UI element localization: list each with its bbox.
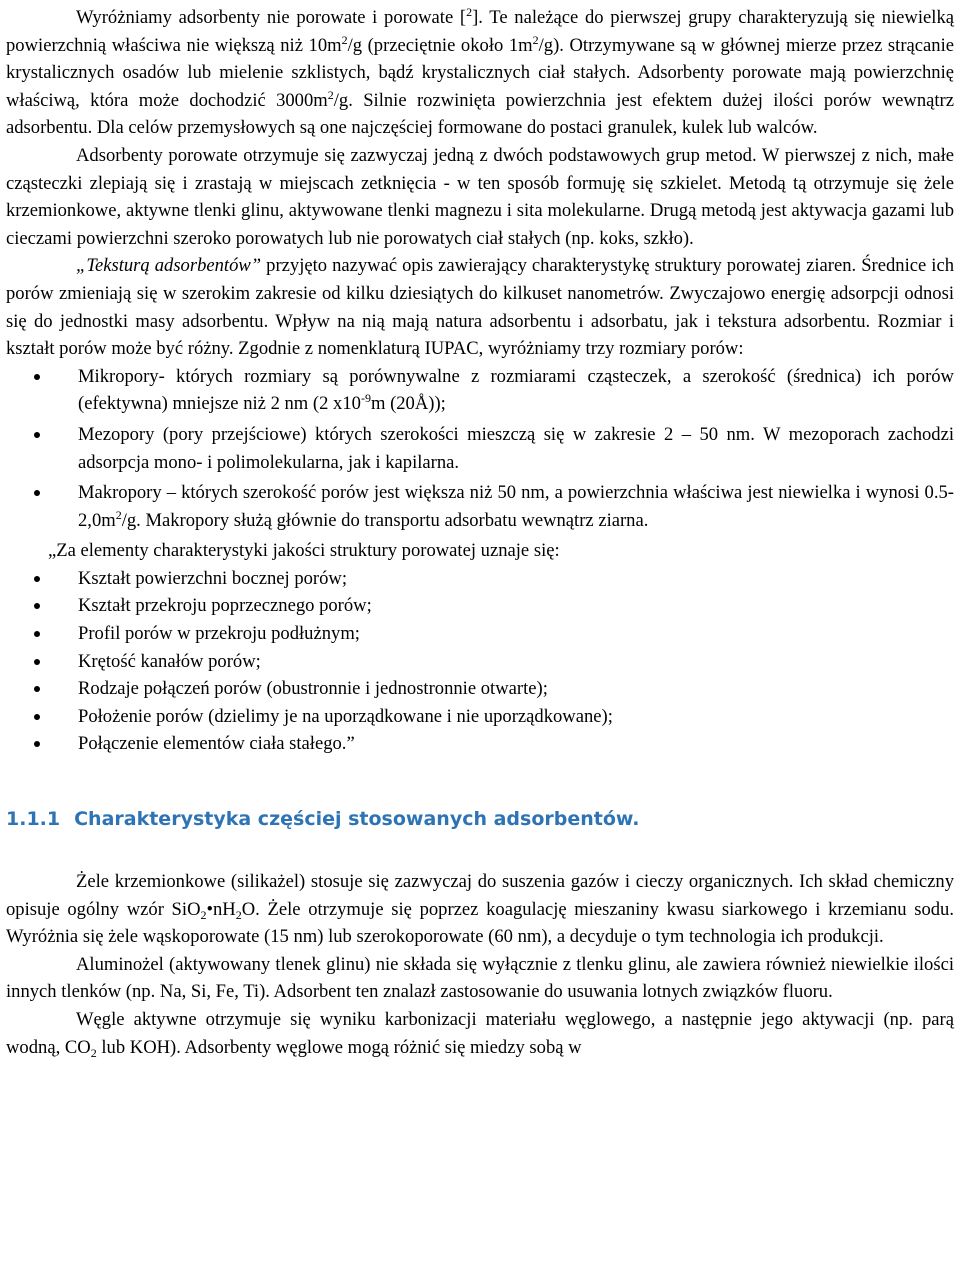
paragraph-adsorbent-types: Wyróżniamy adsorbenty nie porowate i porowate [$^2$]. Te należące do pierwszej grupy charakteryzują się niewielką powierzchnią właściwa nie większą niż $10m^2/g$ (przeciętnie około $1m^2/g$). Otrzymywane są w głównej mierze przez strącanie krystalicznych osadów lub mielenie szklistych, bądź krystalicznych ciał stałych. Adsorbenty porowate mają powierzchnię właściwą, która może dochodzić $3000m^2/g$. Silnie rozwinięta powierzchnia jest efektem dużej ilości porów wewnątrz adsorbentu. Dla celów przemysłowych są one najczęściej formowane do postaci granulek, kulek lub walców. [6, 5, 955, 139]
quality-list-item: Krętość kanałów porów; [6, 648, 954, 676]
paragraph-quality-intro: „Za elementy charakterystyki jakości struktury porowatej uznaje się: [48, 540, 560, 562]
section-heading: 1.1.1 Charakterystyka częściej stosowanych adsorbentów. [6, 808, 640, 831]
list-item-micropores: Mikropory- których rozmiary są porównywalne z rozmiarami cząsteczek, a szerokość (średnica) ich porów (efektywna) mniejsze niż 2 nm (2 $x10^{-9}m$ (20Å)); [6, 363, 954, 418]
paragraph-methods: Adsorbenty porowate otrzymuje się zazwyczaj jedną z dwóch podstawowych grup metod. W pierwszej z nich, małe cząsteczki zlepiają się i zrastają w miejscach zetknięcia - w ten sposób formuję się szkielet. Metodą tą otrzymuje się żele krzemionkowe, aktywne tlenki glinu, aktywowane tlenki magnezu i sita molekularne. Drugą metodą jest aktywacja gazami lub cieczami powierzchni szeroko porowatych lub nie porowatych ciał stałych (np. koks, szkło). [6, 144, 954, 249]
paragraph-silica-gel: Żele krzemionkowe (silikażel) stosuje się zazwyczaj do suszenia gazów i cieczy organicznych. Ich skład chemiczny opisuje ogólny wzór $SiO_2•nH_2O$. Żele otrzymuje się poprzez koagulację mieszaniny kwasu siarkowego i krzemianu sodu. Wyróżnia się żele wąskoporowate (15 nm) lub szerokoporowate (60 nm), a decyduje o tym technologia ich produkcji. [6, 871, 954, 948]
list-item-mesopores: Mezopory (pory przejściowe) których szerokości mieszczą się w zakresie 2 – 50 nm. W mezoporach zachodzi adsorpcja mono- i polimolekularna, jak i kapilarna. [6, 421, 954, 476]
document-page [6, 4, 954, 1061]
quality-list-item: Kształt powierzchni bocznej porów; [6, 565, 954, 593]
quality-list [6, 565, 954, 758]
quality-list-item: Położenie porów (dzielimy je na uporządkowane i nie uporządkowane); [6, 703, 954, 731]
pore-size-list [6, 363, 954, 535]
list-item-macropores: Makropory – których szerokość porów jest większa niż 50 nm, a powierzchnia właściwa jest niewielka i wynosi $0.5-2,0m^2/g$. Makropory służą głównie do transportu adsorbatu wewnątrz ziarna. [6, 479, 954, 534]
paragraph-alumina: Aluminożel (aktywowany tlenek glinu) nie składa się wyłącznie z tlenku glinu, ale zawiera również niewielkie ilości innych tlenków (np. Na, Si, Fe, Ti). Adsorbent ten znalazł zastosowanie do usuwania lotnych związków fluoru. [6, 953, 954, 1003]
quality-list-item: Profil porów w przekroju podłużnym; [6, 620, 954, 648]
quality-list-item: Połączenie elementów ciała stałego.” [6, 730, 954, 758]
adsorbent-descriptions [6, 868, 954, 1061]
paragraph-texture: „Teksturą adsorbentów” przyjęto nazywać opis zawierający charakterystykę struktury porowatej ziaren. Średnice ich porów zmieniają się w szerokim zakresie od kilku dziesiątych do kilkuset nanometrów. Zwyczajowo energię adsorpcji odnosi się do jednostki masy adsorbentu. Wpływ na nią mają natura adsorbentu i adsorbatu, jak i tekstura adsorbentu. Rozmiar i kształt porów może być różny. Zgodnie z nomenklaturą IUPAC, wyróżniamy trzy rozmiary porów: [6, 255, 954, 360]
quality-list-item: Rodzaje połączeń porów (obustronnie i jednostronnie otwarte); [6, 675, 954, 703]
quality-list-item: Kształt przekroju poprzecznego porów; [6, 592, 954, 620]
paragraph-activated-carbon: Węgle aktywne otrzymuje się wyniku karbonizacji materiału węglowego, a następnie jego aktywacji (np. parą wodną, $CO_2$ lub KOH). Adsorbenty węglowe mogą różnić się miedzy sobą w [6, 1009, 954, 1060]
